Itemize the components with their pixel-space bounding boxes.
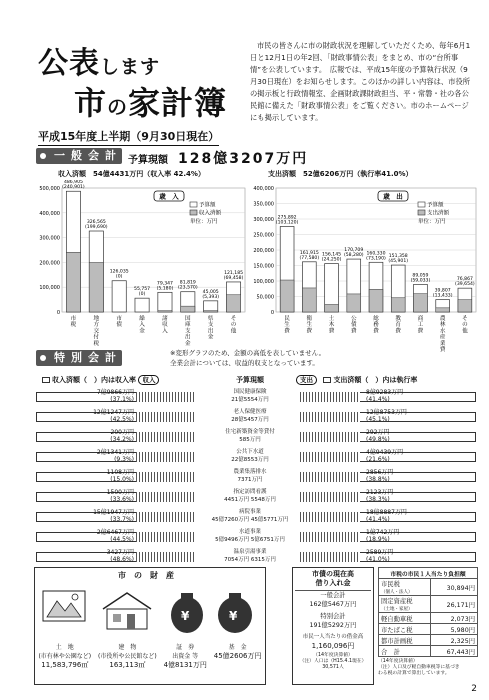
- expense-rate: (41.4%): [366, 516, 390, 523]
- bar-actual: [458, 300, 472, 312]
- account-budget: 585万円: [239, 437, 261, 443]
- category-label-char: そ: [462, 316, 468, 322]
- tax-row: [379, 624, 478, 635]
- legend-swatch-actual: [418, 210, 425, 215]
- category-label-char: 出: [185, 334, 191, 341]
- special-debt-value: 191億5292万円: [309, 622, 357, 629]
- account-name: 農業集落排水: [233, 469, 267, 475]
- expense-fill: [300, 512, 360, 522]
- tax-value: 30,894円: [430, 579, 477, 596]
- special-debt-label: 特別会計: [320, 613, 346, 620]
- revenue-chart: [34, 180, 249, 352]
- svg-text:¥: ¥: [181, 609, 190, 623]
- main-title-line1: [38, 38, 160, 82]
- bar-actual-label: (69,458): [223, 275, 244, 281]
- bar-actual-label: (73,190): [366, 256, 386, 262]
- expense-value: 8億9283万円: [366, 389, 404, 396]
- special-row: [36, 528, 476, 546]
- income-value: 2億6467万円: [96, 529, 134, 536]
- category-label-char: 方: [93, 322, 100, 329]
- bar-actual-label: (77,580): [299, 255, 320, 261]
- special-row: [36, 468, 476, 486]
- category-label-char: 生: [284, 322, 290, 329]
- expense-summary: 支出済額 52億6206万円（執行率41.0%）: [268, 170, 413, 178]
- special-row: [36, 508, 476, 526]
- asset-items: [35, 643, 265, 670]
- income-rate: (42.5%): [110, 416, 134, 423]
- y-tick-label: 150,000: [253, 263, 274, 270]
- account-budget: 7054万円 6315万円: [224, 557, 276, 563]
- category-label-char: 産: [439, 334, 446, 341]
- income-fill: [136, 552, 196, 562]
- y-tick-label: 250,000: [253, 232, 274, 239]
- tax-value: 67,443円: [430, 646, 477, 657]
- income-value: 1108万円: [106, 469, 134, 476]
- bar-value-label: 161,915: [299, 250, 319, 256]
- general-debt-label: 一般会計: [320, 592, 346, 599]
- category-label-char: 費: [350, 328, 357, 335]
- general-budget-summary: [128, 148, 308, 168]
- chart-title: 歳 出: [383, 192, 403, 201]
- category-label-char: そ: [230, 316, 237, 322]
- category-label-char: 生: [306, 322, 313, 329]
- expense-rate: (41.0%): [366, 556, 390, 563]
- account-budget: 7371万円: [237, 477, 263, 483]
- bar-value-label: 79,347: [156, 281, 173, 287]
- bar-actual: [280, 280, 294, 312]
- account-budget: 4451万円 5548万円: [224, 497, 276, 503]
- account-budget: 21億5554万円: [231, 397, 269, 403]
- category-label-char: 民: [284, 316, 290, 322]
- category-label-char: 業: [439, 340, 446, 347]
- income-value: 12億1247万円: [93, 409, 134, 416]
- legend-swatch-actual: [190, 210, 197, 215]
- unit-label: 単位：万円: [418, 219, 446, 225]
- y-tick-label: 400,000: [253, 186, 274, 192]
- bar-actual: [66, 252, 80, 312]
- bar-value-label: 275,892: [277, 215, 297, 221]
- bar-actual-label: (0): [115, 274, 123, 280]
- bar-actual: [302, 288, 316, 312]
- income-fill: [136, 532, 196, 542]
- category-label-char: 税: [93, 340, 100, 347]
- expense-fill: [300, 432, 360, 442]
- y-tick-label: 350,000: [253, 201, 274, 208]
- securities-bag-icon: [171, 593, 203, 633]
- tax-row: [379, 613, 478, 624]
- income-fill: [136, 392, 196, 402]
- bar-actual-label: (103,120): [275, 220, 299, 226]
- tax-label: 軽自動車税: [379, 613, 431, 624]
- tax-value: 2,073円: [430, 613, 477, 624]
- bar-budget: [204, 301, 218, 312]
- tax-label: 固定資産税 （土地・家屋）: [379, 596, 431, 613]
- bar-value-label: 486,905: [63, 180, 83, 186]
- tax-row: [379, 596, 478, 613]
- bar-value-label: 160,330: [366, 251, 386, 257]
- asset-land: 土 地 (市有林や公園など) 11,583,796㎡: [38, 644, 92, 669]
- category-label-char: 工: [417, 322, 424, 329]
- income-pill: 収入: [138, 375, 159, 385]
- general-debt-value: 162億5467万円: [309, 601, 357, 608]
- expense-value: 12億8753万円: [366, 409, 407, 416]
- special-row: [36, 548, 476, 566]
- income-fill: [136, 452, 196, 462]
- bar-actual: [347, 294, 361, 312]
- special-expense-legend: 支出 支出済額（ ）内は執行率: [296, 375, 417, 385]
- bar-value-label: 89,059: [412, 273, 429, 279]
- y-tick-label: 0: [56, 310, 60, 316]
- category-label-char: 金: [207, 334, 214, 341]
- y-tick-label: 200,000: [39, 260, 60, 267]
- bar-actual: [226, 295, 240, 312]
- tax-label: 市たばこ税: [379, 624, 431, 635]
- expense-fill: [300, 392, 360, 402]
- category-label-char: 市: [70, 316, 77, 322]
- expense-fill: [300, 412, 360, 422]
- category-label-char: 交: [93, 328, 100, 335]
- borrowing-footnote: （14年度決算値） （注）人口は（H15.4.1現在）30,571人: [299, 653, 367, 670]
- income-rate: (48.6%): [110, 556, 134, 563]
- income-value: 15億1947万円: [93, 509, 134, 516]
- category-label-char: の: [462, 322, 468, 329]
- category-label-char: 費: [373, 328, 379, 335]
- expense-value: 292万円: [366, 429, 390, 436]
- category-label-char: 育: [395, 322, 402, 329]
- special-income-legend: 収入済額（ ）内は収入率 収入: [42, 375, 159, 385]
- expense-rate: (38.8%): [366, 476, 390, 483]
- income-rate: (44.5%): [110, 536, 134, 543]
- income-value: 1500万円: [106, 489, 134, 496]
- asset-fund: 基 金 45億2606万円: [213, 644, 262, 660]
- bar-actual-label: (58,280): [343, 253, 364, 259]
- account-budget: 45億7260万円 45億5771万円: [211, 517, 289, 523]
- bar-actual-label: (13,433): [432, 293, 453, 299]
- special-budget-col: 予算現額: [236, 376, 264, 384]
- tax-row: [379, 635, 478, 646]
- category-label-char: 出: [207, 328, 214, 335]
- account-name: 老人保健医療: [233, 409, 267, 415]
- expense-swatch: [323, 377, 331, 383]
- account-name: 国民健康保険: [233, 389, 267, 395]
- unit-label: 単位：万円: [190, 219, 218, 225]
- per-person-debt-value: 1,160,096円: [311, 642, 355, 650]
- category-label-char: 金: [185, 340, 191, 347]
- account-budget: 22億8553万円: [231, 457, 269, 463]
- svg-text:¥: ¥: [229, 609, 238, 623]
- bar-value-label: 126,035: [109, 269, 129, 275]
- bar-actual: [325, 304, 339, 312]
- expense-rate: (41.4%): [366, 396, 390, 403]
- category-label-char: 商: [417, 316, 424, 322]
- special-row: [36, 488, 476, 506]
- revenue-summary: 収入済額 54億4431万円（収入率 42.4%）: [58, 170, 205, 178]
- bar-value-label: 170,709: [344, 248, 364, 254]
- income-rate: (33.6%): [110, 496, 134, 503]
- y-tick-label: 400,000: [39, 210, 60, 217]
- income-swatch: [42, 377, 50, 383]
- bar-value-label: 45,005: [202, 289, 219, 295]
- asset-buildings: 建 物 (市役所や公民館など) 163,113㎡: [98, 644, 157, 669]
- bar-actual-label: (240,901): [62, 185, 85, 191]
- title-main: 公表: [38, 46, 100, 81]
- bar-actual-label: (45,901): [388, 259, 409, 265]
- expense-rate: (49.8%): [366, 436, 390, 443]
- land-icon: [43, 591, 85, 621]
- y-tick-label: 100,000: [39, 285, 60, 292]
- account-budget: 5億9496万円 5億6751万円: [215, 537, 285, 543]
- income-rate: (15.0%): [110, 476, 134, 483]
- borrowing-card: [292, 567, 374, 685]
- bar-actual: [181, 306, 195, 312]
- income-rate: (34.2%): [110, 436, 134, 443]
- special-row: [36, 408, 476, 426]
- bar-value-label: 326,565: [86, 220, 106, 226]
- assets-card: [34, 567, 266, 685]
- category-label-char: 他: [462, 328, 468, 335]
- tax-footnote: （14年度決算値） （注）人口及び軽自動車税等に基づき わる税の計算で算出しています。: [378, 659, 460, 676]
- category-label-char: 支: [207, 322, 214, 329]
- expense-rate: (18.9%): [366, 536, 390, 543]
- account-name: 指定訪問看護: [233, 489, 267, 495]
- bar-actual-label: (59,033): [410, 278, 431, 284]
- bar-actual: [204, 311, 218, 312]
- expense-fill: [300, 472, 360, 482]
- title-city: 市: [74, 84, 108, 122]
- asset-securities: 証 券 出資金 等 4億8131万円: [163, 644, 207, 669]
- category-label-char: 入: [139, 322, 145, 329]
- category-label-char: 費: [306, 328, 313, 335]
- tax-label: 都市計画税: [379, 635, 431, 646]
- legend-swatch-budget: [190, 202, 197, 207]
- chart-note: [170, 348, 325, 368]
- category-label-char: 国: [185, 316, 191, 322]
- borrowing-title: 市債の現在高 借り入れ金: [295, 570, 371, 591]
- expense-rate: (38.3%): [366, 496, 390, 503]
- y-tick-label: 200,000: [253, 248, 274, 254]
- category-label-char: 公: [350, 316, 357, 322]
- expense-fill: [300, 532, 360, 542]
- category-label-char: の: [230, 322, 237, 329]
- income-value: 2億1341万円: [96, 449, 134, 456]
- note-line2: 全業会計については、収益的収支となっています。: [170, 359, 319, 367]
- account-name: 住宅新築資金等貸付: [225, 429, 275, 435]
- fund-bag-icon: [218, 593, 252, 633]
- category-label-char: 水: [439, 328, 446, 335]
- bar-actual-label: (23,570): [177, 285, 198, 291]
- account-name: 水道事業: [238, 529, 261, 535]
- expense-fill: [300, 552, 360, 562]
- bar-budget: [135, 298, 149, 312]
- expense-value: 2123万円: [366, 489, 394, 496]
- per-person-debt-label: 市民一人当たりの借金高: [302, 634, 364, 640]
- legend-actual-label: 支出済額: [427, 210, 450, 217]
- expense-rate: (21.6%): [366, 456, 390, 463]
- account-name: 温泉引湯事業: [233, 549, 267, 555]
- tax-burden-title: 市税の市民１人当たり負担額: [379, 568, 478, 579]
- bar-value-label: 76,867: [456, 277, 473, 283]
- special-row: [36, 448, 476, 466]
- bar-value-label: 55,757: [134, 287, 151, 293]
- category-label-char: 費: [328, 328, 335, 335]
- bar-value-label: 121,185: [224, 270, 244, 276]
- bar-value-label: 156,145: [322, 252, 342, 258]
- category-label-char: 付: [93, 334, 100, 341]
- income-rate: (9.3%): [114, 456, 134, 463]
- tax-burden-card: [378, 567, 478, 677]
- income-fill: [136, 432, 196, 442]
- category-label-char: 木: [328, 322, 335, 329]
- income-fill: [136, 472, 196, 482]
- category-label-char: 諸: [162, 316, 168, 322]
- special-account-banner: 特別会計: [36, 350, 122, 366]
- category-label-char: 入: [162, 328, 168, 335]
- bar-value-label: 151,358: [388, 254, 408, 260]
- bar-actual-label: (5,180): [156, 286, 174, 292]
- account-name: 公共下水道: [236, 449, 264, 455]
- tax-value: 2,325円: [430, 635, 477, 646]
- legend-budget-label: 予算額: [199, 202, 216, 209]
- income-fill: [136, 492, 196, 502]
- category-label-char: 他: [230, 328, 237, 335]
- bar-value-label: 39,807: [434, 288, 451, 294]
- title-ledger: 家計簿: [128, 84, 228, 122]
- title-no: の: [107, 95, 129, 119]
- special-row: [36, 428, 476, 446]
- category-label-char: 総: [373, 316, 379, 322]
- category-label-char: 収: [162, 322, 168, 329]
- bar-actual: [369, 289, 383, 312]
- category-label-char: 県: [207, 316, 214, 322]
- page-number: 2: [471, 684, 477, 694]
- assets-title: 市の財産: [118, 571, 182, 580]
- bar-actual: [436, 308, 450, 312]
- bar-actual: [158, 311, 172, 312]
- expense-fill: [300, 492, 360, 502]
- income-value: 200万円: [110, 429, 134, 436]
- main-title-line2: [74, 78, 227, 124]
- category-label-char: 費: [395, 328, 402, 335]
- period-subtitle: 平成15年度上半期（9月30日現在）: [38, 128, 219, 146]
- chart-title: 歳 入: [159, 192, 179, 201]
- y-tick-label: 300,000: [253, 217, 274, 223]
- bar-actual-label: (0): [138, 292, 146, 298]
- expense-value: 2589万円: [366, 549, 394, 556]
- legend-swatch-budget: [418, 202, 425, 207]
- bar-budget: [158, 292, 172, 312]
- tax-row: [379, 646, 478, 657]
- category-label-char: 債: [350, 322, 357, 329]
- category-label-char: 繰: [139, 316, 145, 322]
- general-account-banner: 一般会計: [36, 148, 122, 164]
- category-label-char: 庫: [185, 322, 191, 329]
- intro-paragraph: 市民の皆さんに市の財政状況を理解していただくため、毎年6月1日と12月1日の年2回、「財政事情公表」をまとめ、市の“台所事情”を公表しています。 広報では、平成15年度の予算執行状況（9月30日現在）をお知らせします。このほかの詳しい内容は、市役所の掲示板と行政情報室、企画財政課財政担当、平・常磐・社の各公民館に備えた「財政事情公表」をご覧ください。市のホームページにも掲示しています。: [250, 41, 471, 122]
- category-label-char: 務: [373, 322, 379, 329]
- category-label-char: 金: [139, 328, 145, 335]
- category-label-char: 衛: [306, 316, 313, 322]
- category-label-char: 林: [439, 322, 446, 329]
- y-tick-label: 0: [270, 310, 274, 316]
- bar-value-label: 81,819: [179, 280, 196, 286]
- expense-value: 18億8887万円: [366, 509, 407, 516]
- bar-actual: [89, 262, 103, 312]
- category-label-char: 税: [70, 322, 77, 329]
- y-tick-label: 300,000: [39, 235, 60, 242]
- budget-value: 128億3207万円: [178, 151, 309, 167]
- category-label-char: 市: [116, 316, 122, 322]
- tax-row: [379, 579, 478, 596]
- account-name: 病院事業: [238, 509, 261, 515]
- category-label-char: 費: [417, 328, 424, 335]
- income-rate: (37.1%): [110, 396, 134, 403]
- bar-actual: [391, 298, 405, 312]
- expense-value: 1億742万円: [366, 529, 400, 536]
- bar-actual-label: (24,250): [321, 257, 342, 263]
- category-label-char: 支: [185, 328, 191, 335]
- income-fill: [136, 412, 196, 422]
- category-label-char: 農: [439, 316, 446, 322]
- expense-fill: [300, 452, 360, 462]
- tax-burden-table: [378, 567, 478, 657]
- note-line1: ※変形グラフのため、金額の高低を表していません。: [170, 349, 326, 357]
- expense-rate: (45.1%): [366, 416, 390, 423]
- expense-value: 4億9439万円: [366, 449, 404, 456]
- bar-actual: [414, 294, 428, 312]
- legend-budget-label: 予算額: [427, 202, 444, 209]
- expense-chart: [248, 180, 480, 352]
- income-fill: [136, 512, 196, 522]
- category-label-char: 費: [439, 347, 446, 352]
- account-budget: 28億5457万円: [231, 417, 269, 423]
- bar-budget: [112, 281, 126, 312]
- tax-value: 26,171円: [430, 596, 477, 613]
- y-tick-label: 100,000: [253, 279, 274, 285]
- bar-actual-label: (199,690): [85, 225, 108, 231]
- expense-value: 2856万円: [366, 469, 394, 476]
- income-value: 3427万円: [106, 549, 134, 556]
- expense-pill: 支出: [296, 375, 317, 385]
- category-label-char: 費: [284, 328, 290, 335]
- asset-illustrations: [35, 581, 265, 641]
- category-label-char: 債: [116, 322, 122, 329]
- special-row: [36, 388, 476, 406]
- building-icon: [103, 593, 151, 629]
- category-label-char: 教: [395, 316, 402, 322]
- category-label-char: 地: [93, 316, 100, 322]
- y-tick-label: 500,000: [39, 186, 60, 192]
- tax-label: 合 計: [379, 646, 431, 657]
- tax-label: 市民税 （個人・法人）: [379, 579, 431, 596]
- budget-label: 予算現額: [128, 155, 168, 166]
- income-rate: (33.7%): [110, 516, 134, 523]
- bar-actual-label: (39,654): [455, 282, 475, 288]
- bar-actual-label: (5,393): [202, 294, 220, 300]
- legend-actual-label: 収入済額: [199, 210, 222, 217]
- tax-value: 5,980円: [430, 624, 477, 635]
- y-tick-label: 50,000: [256, 294, 274, 301]
- category-label-char: 土: [328, 316, 335, 322]
- income-value: 7億9866万円: [96, 389, 134, 396]
- title-small: します: [100, 56, 161, 78]
